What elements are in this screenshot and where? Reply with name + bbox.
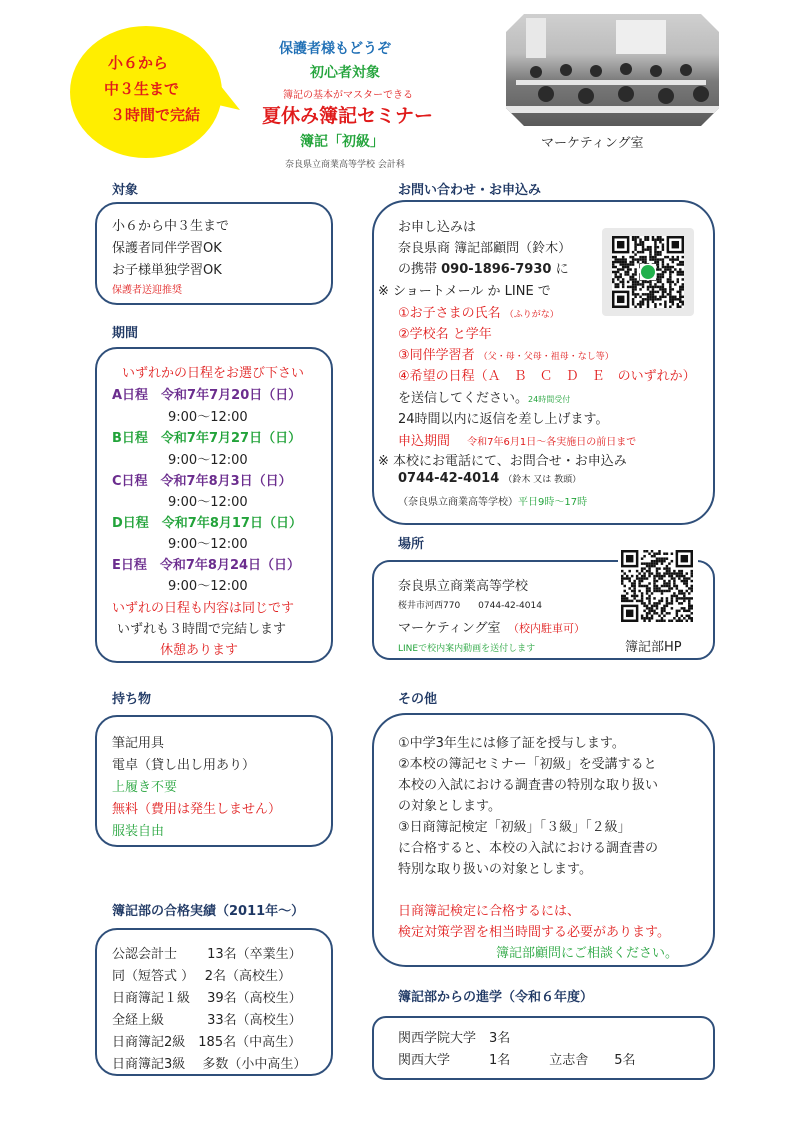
contact-field-3-note: （父・母・父母・祖母・なし等） — [478, 352, 614, 362]
target-note: 保護者送迎推奨 — [112, 285, 182, 296]
contact-field-1-note: （ふりがな） — [504, 310, 559, 320]
other-line-7: 特別な取り扱いの対象とします。 — [398, 862, 592, 877]
contact-school: （奈良県立商業高等学校） — [398, 497, 518, 508]
results-row: 全経上級 33名（高校生） — [112, 1013, 302, 1028]
schedule-a-label: A日程 令和7年7月20日（日） — [112, 388, 302, 403]
other-line-1: ①中学3年生には修了証を授与します。 — [398, 736, 625, 751]
items-line-4: 無料（費用は発生しません） — [112, 802, 282, 817]
items-line-5: 服装自由 — [112, 824, 165, 839]
other-remark-2: 検定対策学習を相当時間する必要があります。 — [398, 925, 670, 940]
contact-line-4: ※ ショートメール か LINE で — [378, 284, 551, 299]
results-row: 日商簿記3級 多数（小中高生） — [112, 1057, 307, 1072]
advance-line-1: 関西学院大学 3名 — [398, 1031, 511, 1046]
contact-period-dates: 令和7年6月1日～各実施日の前日まで — [467, 437, 637, 448]
header-line-5: 簿記「初級」 — [300, 134, 384, 150]
contact-line-5-text: を送信してください。 — [398, 391, 529, 406]
schedule-e-time: 9:00～12:00 — [168, 579, 248, 594]
header-title: 夏休み簿記セミナー — [262, 105, 434, 127]
results-row: 公認会計士 13名（卒業生） — [112, 947, 302, 962]
items-line-2: 電卓（貸し出し用あり） — [112, 758, 256, 773]
other-heading: その他 — [398, 692, 438, 707]
results-row: 日商簿記１級 39名（高校生） — [112, 991, 302, 1006]
contact-line-3 — [398, 258, 569, 277]
contact-field-3-label: ③同伴学習者 — [398, 348, 475, 363]
contact-line-6: 24時間以内に返信を差し上げます。 — [398, 412, 609, 427]
contact-hours: 平日9時～17時 — [518, 497, 588, 508]
target-item-2: 保護者同伴学習OK — [112, 241, 222, 256]
other-remark-3: 簿記部顧問にご相談ください。 — [496, 946, 679, 961]
contact-field-2: ②学校名 と学年 — [398, 327, 492, 342]
contact-field-1 — [398, 302, 559, 321]
schedule-b-label: B日程 令和7年7月27日（日） — [112, 431, 302, 446]
items-heading: 持ち物 — [112, 692, 152, 707]
period-heading: 期間 — [112, 326, 139, 341]
results-row: 日商簿記2級 185名（中高生） — [112, 1035, 302, 1050]
contact-line-8: ※ 本校にお電話にて、お問合せ・お申込み — [378, 454, 627, 469]
schedule-c-label: C日程 令和7年8月3日（日） — [112, 474, 292, 489]
advance-line-2: 関西大学 1名 立志舎 5名 — [398, 1053, 636, 1068]
place-line-2: 桜井市河西770 0744-42-4014 — [398, 601, 542, 611]
target-item-3: お子様単独学習OK — [112, 263, 222, 278]
place-line-4: LINEで校内案内動画を送付します — [398, 644, 536, 654]
advance-box — [372, 1016, 715, 1080]
bubble-line-1: 小６から — [108, 54, 169, 72]
place-parking-note: （校内駐車可） — [513, 622, 585, 635]
schedule-c-time: 9:00～12:00 — [168, 495, 248, 510]
period-note-2: いずれも３時間で完結します — [117, 622, 287, 637]
contact-line-2: 奈良県商 簿記部顧問（鈴木） — [398, 241, 572, 256]
contact-tel-note: （鈴木 又は 教頭） — [503, 475, 582, 485]
schedule-d-label: D日程 令和7年8月17日（日） — [112, 516, 302, 531]
contact-line-9 — [398, 493, 587, 508]
contact-line-7 — [398, 430, 636, 449]
contact-line-1: お申し込みは — [398, 220, 477, 235]
items-line-1: 筆記用具 — [112, 736, 165, 751]
period-note-1: いずれの日程も内容は同じです — [112, 601, 295, 616]
place-line-1: 奈良県立商業高等学校 — [398, 579, 529, 594]
period-intro: いずれかの日程をお選び下さい — [122, 366, 305, 381]
schedule-d-time: 9:00～12:00 — [168, 537, 248, 552]
contact-line-5-note: 24時間受付 — [528, 395, 571, 404]
homepage-qr-code[interactable] — [618, 548, 698, 624]
place-heading: 場所 — [398, 537, 425, 552]
place-line-3 — [398, 617, 585, 636]
contact-line-3-suffix: に — [551, 262, 569, 277]
contact-heading: お問い合わせ・お申込み — [398, 183, 542, 198]
contact-field-3 — [398, 344, 614, 363]
place-room: マーケティング室 — [398, 621, 501, 636]
target-heading: 対象 — [112, 183, 139, 198]
header-line-3: 簿記の基本がマスターできる — [283, 90, 413, 101]
schedule-e-label: E日程 令和7年8月24日（日） — [112, 558, 301, 573]
other-line-5: ③日商簿記検定「初級」「３級」「２級」 — [398, 820, 631, 835]
results-heading: 簿記部の合格実績（2011年～） — [112, 904, 305, 919]
header-school: 奈良県立商業高等学校 会計科 — [285, 160, 405, 170]
items-line-3: 上履き不要 — [112, 780, 178, 795]
results-row: 同（短答式 ） 2名（高校生） — [112, 969, 292, 984]
contact-line-5 — [398, 387, 570, 406]
contact-field-4: ④希望の日程（Ａ Ｂ Ｃ Ｄ Ｅ のいずれか） — [398, 369, 696, 384]
contact-tel[interactable]: 0744-42-4014 — [398, 471, 500, 486]
other-line-3: 本校の入試における調査書の特別な取り扱い — [398, 778, 659, 793]
contact-field-1-label: ①お子さまの氏名 — [398, 306, 501, 321]
advance-heading: 簿記部からの進学（令和６年度） — [398, 990, 594, 1005]
contact-tel-line — [398, 471, 581, 486]
line-qr-code[interactable] — [602, 228, 694, 316]
bubble-line-2: 中３生まで — [104, 80, 180, 98]
header-line-1: 保護者様もどうぞ — [279, 41, 391, 57]
contact-period-label: 申込期間 — [398, 434, 451, 449]
schedule-a-time: 9:00～12:00 — [168, 410, 248, 425]
other-line-2: ②本校の簿記セミナー「初級」を受講すると — [398, 757, 657, 772]
classroom-photo — [506, 14, 719, 126]
homepage-qr-caption: 簿記部HP — [625, 640, 682, 655]
other-remark-1: 日商簿記検定に合格するには、 — [398, 904, 581, 919]
photo-caption: マーケティング室 — [541, 136, 644, 151]
other-line-6: に合格すると、本校の入試における調査書の — [398, 841, 659, 856]
schedule-b-time: 9:00～12:00 — [168, 453, 248, 468]
bubble-line-3: ３時間で完結 — [110, 106, 201, 124]
contact-phone[interactable]: 090-1896-7930 — [441, 262, 552, 277]
target-item-1: 小６から中３生まで — [112, 219, 230, 234]
contact-line-3-prefix: の携帯 — [398, 262, 442, 277]
period-note-3: 休憩あります — [160, 643, 239, 658]
other-line-4: の対象とします。 — [398, 799, 501, 814]
header-line-2: 初心者対象 — [310, 65, 380, 81]
